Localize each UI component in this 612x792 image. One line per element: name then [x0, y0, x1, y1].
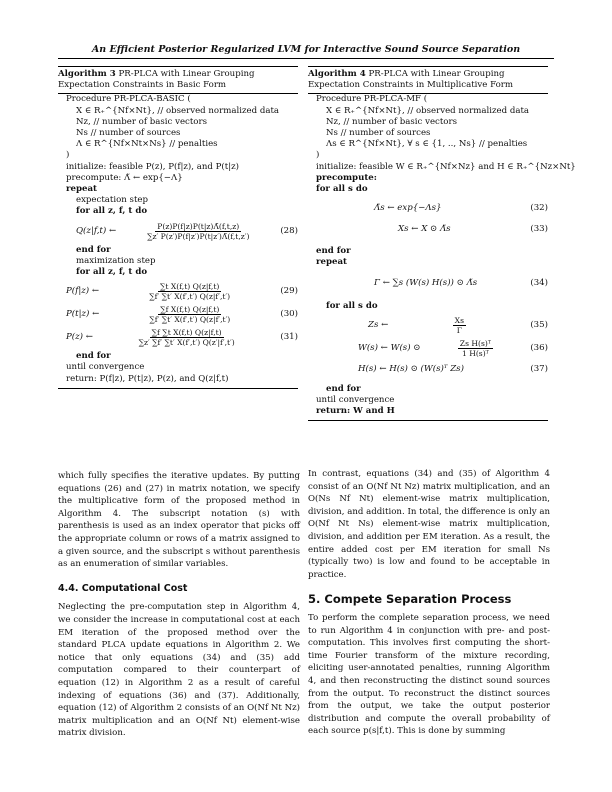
algo3-estep: expectation step — [76, 195, 149, 206]
algo4-procedure: Procedure PR-PLCA-MF ( — [316, 94, 428, 105]
algo4-precompute: precompute: — [316, 172, 377, 183]
eq30-number: (30) — [280, 309, 298, 320]
algo3-procedure: Procedure PR-PLCA-BASIC ( — [66, 94, 191, 105]
eq35-number: (35) — [530, 320, 548, 331]
eq37-expr: H(s) ← H(s) ⊙ (W(s)ᵀ Zs) — [358, 364, 464, 375]
eq28-denominator: ∑z′ P(z′)P(f|z′)P(t|z′)Λ̃(f,t,z′) — [147, 231, 250, 241]
left-column — [58, 470, 300, 740]
eq30-denominator: ∑f′ ∑t′ X(f′,t′) Q(z|f′,t′) — [149, 315, 231, 325]
eq37-number: (37) — [530, 364, 548, 375]
eq36-numerator: Zs H(s)ᵀ — [459, 339, 492, 349]
algo4-until: until convergence — [316, 394, 395, 405]
algo3-repeat: repeat — [66, 184, 98, 195]
algo4-arg1: X ∈ R₊^{Nf×Nt}, // observed normalized data — [326, 105, 530, 116]
equation-32 — [308, 203, 548, 214]
eq28-number: (28) — [280, 225, 298, 236]
eq31-denominator: ∑z′ ∑f′ ∑t′ X(f′,t′) Q(z′|f′,t′) — [138, 338, 235, 348]
eq28-lhs: Q(z|f,t) ← — [76, 225, 117, 236]
eq31-number: (31) — [280, 332, 298, 343]
eq30-numerator: ∑f X(f,t) Q(z|f,t) — [160, 305, 220, 315]
algorithm-3-caption — [58, 66, 298, 94]
eq35-numerator: Xs — [454, 316, 464, 326]
algo3-arg3: Ns // number of sources — [76, 128, 181, 139]
algo3-arg4: Λ ∈ R^{Nf×Nt×Ns} // penalties — [76, 139, 218, 150]
eq29-numerator: ∑t X(f,t) Q(z|f,t) — [160, 282, 220, 292]
equation-30 — [58, 305, 298, 324]
eq31-lhs: P(z) ← — [66, 332, 93, 343]
left-paragraph-1: which fully specifies the iterative updates. By putting equations (26) and (27) in matrix notation, we specify the multiplicative form of the proposed method in Algorithm 4. The subscript notation (s) with parenthesis is used as an index operator that picks off the appropriate column or rows of a matrix assigned to a given source, and the subscript s without parenthesis as an enumeration of similar variables. — [58, 471, 300, 570]
algo3-arg1: X ∈ R₊^{Nf×Nt}, // observed normalized data — [76, 105, 280, 116]
algorithm-3-caption-text: PR-PLCA with Linear Grouping Expectation Constraints in Basic Form — [58, 69, 255, 91]
algorithm-4-caption — [308, 66, 548, 94]
eq35-denominator: Γ — [456, 326, 462, 336]
algorithm-4-box — [308, 66, 576, 421]
algo3-arg2: Nz, // number of basic vectors — [76, 116, 207, 127]
algo4-initialize: initialize: feasible W ∈ R₊^{Nf×Nz} and H ∈ R₊^{Nz×Nt} — [316, 161, 576, 172]
algo3-close: ) — [66, 150, 70, 161]
eq36-number: (36) — [530, 343, 548, 354]
algo4-return: return: W and H — [316, 406, 395, 417]
algo3-forall-2: for all z, f, t do — [76, 267, 148, 278]
equation-36 — [308, 339, 548, 358]
algorithm-4-label: Algorithm 4 — [308, 69, 366, 79]
algo3-return: return: P(f|z), P(t|z), P(z), and Q(z|f,t) — [66, 373, 229, 384]
section-5-heading: 5. Compete Separation Process — [308, 592, 512, 607]
eq29-lhs: P(f|z) ← — [66, 286, 100, 297]
eq33-number: (33) — [530, 224, 548, 235]
eq28-numerator: P(z)P(f|z)P(t|z)Λ̃(f,t,z) — [157, 221, 240, 231]
running-header: An Efficient Posterior Regularized LVM for Interactive Sound Source Separation — [91, 44, 521, 55]
eq34-expr: Γ ← ∑s (W(s) H(s)) ⊙ Λ̃s — [374, 278, 478, 289]
algo4-forall-s-2: for all s do — [326, 301, 378, 312]
equation-31 — [58, 328, 298, 347]
algo4-arg4: Λs ∈ R^{Nf×Nt}, ∀ s ∈ {1, .., Ns} // penalties — [326, 139, 528, 150]
algorithm-3-box — [58, 66, 298, 389]
algo4-endfor-1: end for — [316, 245, 351, 256]
equation-37 — [308, 364, 548, 375]
algo4-forall-s-1: for all s do — [316, 184, 368, 195]
eq29-denominator: ∑f′ ∑t′ X(f′,t′) Q(z|f′,t′) — [149, 292, 231, 302]
right-paragraph-2: To perform the complete separation process, we need to run Algorithm 4 in conjunction with pre- and post-computation. This involves first computing the short-time Fourier transform of the mixture recording, eliciting user-annotated penalties, running Algorithm 4, and then reconstructing the distinct sound sources from the output. To reconstruct the distinct sources from the output, we take the output posterior distribution and compute the overall probability of each source p(s|f,t). This is done by summing — [308, 612, 550, 737]
algo4-arg3: Ns // number of sources — [326, 128, 431, 139]
eq35-lhs: Zs ← — [368, 320, 389, 331]
algo3-forall-1: for all z, f, t do — [76, 206, 148, 217]
algo3-precompute: precompute: Λ̃ ← exp{−Λ} — [66, 172, 183, 183]
algo3-until: until convergence — [66, 362, 145, 373]
eq36-lhs: W(s) ← W(s) ⊙ — [358, 343, 421, 354]
eq34-number: (34) — [530, 278, 548, 289]
eq33-expr: Xs ← X ⊙ Λ̃s — [398, 224, 451, 235]
equation-35 — [308, 316, 548, 335]
eq30-lhs: P(t|z) ← — [66, 309, 100, 320]
algo3-initialize: initialize: feasible P(z), P(f|z), and P(t|z) — [66, 161, 239, 172]
eq36-denominator: 1 H(s)ᵀ — [461, 349, 489, 359]
eq29-number: (29) — [280, 286, 298, 297]
algo3-endfor-2: end for — [76, 351, 111, 362]
equation-34 — [308, 278, 548, 289]
left-paragraph-2: Neglecting the pre-computation step in Algorithm 4, we consider the increase in computational cost at each EM iteration of the proposed method over the standard PLCA update equations in Algorithm 2. We notice that only equations (34) and (35) add computation compared to their counterpart of equation (12) in Algorithm 2 as a result of careful indexing of equations (36) and (37). Additionally, equation (12) of Algorithm 2 consists of an O(Nf Nt Nz) matrix multiplication and an O(Nf Nt) element-wise matrix division. — [58, 602, 300, 739]
equation-28 — [58, 222, 298, 241]
section-4-4-heading: 4.4. Computational Cost — [58, 582, 188, 594]
algo4-arg2: Nz, // number of basic vectors — [326, 116, 457, 127]
algorithm-3-label: Algorithm 3 — [58, 69, 116, 79]
algo4-repeat: repeat — [316, 256, 348, 267]
algorithm-4-caption-text: PR-PLCA with Linear Grouping Expectation Constraints in Multiplicative Form — [308, 69, 514, 91]
algo4-endfor-2: end for — [326, 383, 361, 394]
right-paragraph-1: In contrast, equations (34) and (35) of Algorithm 4 consist of an O(Nf Nt Nz) matrix multiplication, and an O(Ns Nf Nt) element-wise matrix multiplication, division, and addition. In total, the difference is only an O(Nf Nt Ns) element-wise matrix multiplication, division, and addition per EM iteration. As a result, the entire added cost per EM iteration for small Ns (typically two) is low and found to be acceptable in practice. — [308, 469, 550, 580]
header-rule — [58, 58, 554, 59]
algo3-mstep: maximization step — [76, 255, 156, 266]
right-column — [308, 468, 550, 738]
eq32-number: (32) — [530, 203, 548, 214]
equation-33 — [308, 224, 548, 235]
equation-29 — [58, 282, 298, 301]
eq31-numerator: ∑f ∑t X(f,t) Q(z|f,t) — [151, 328, 222, 338]
eq32-expr: Λ̃s ← exp{−Λs} — [374, 203, 442, 214]
algo3-endfor-1: end for — [76, 244, 111, 255]
algo4-close: ) — [316, 150, 320, 161]
